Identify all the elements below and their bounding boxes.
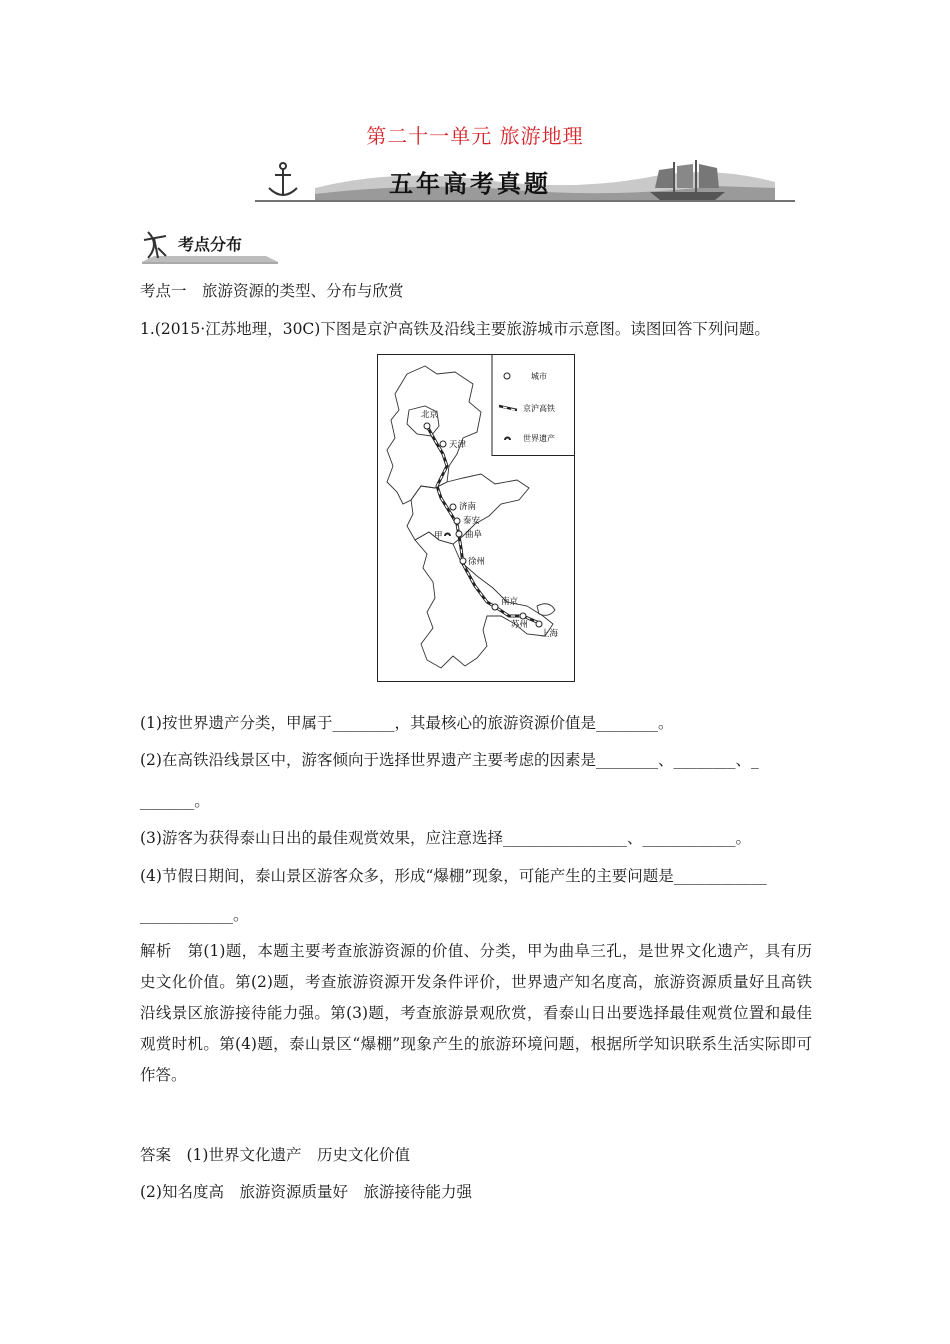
city-label: 泰安 xyxy=(463,516,481,526)
anchor-icon xyxy=(269,163,297,196)
city-label: 甲 xyxy=(434,531,443,541)
city-marker xyxy=(440,441,446,447)
legend-city-icon xyxy=(504,373,510,379)
city-marker xyxy=(424,423,430,429)
city-marker xyxy=(460,558,466,564)
answer-line-1: 答案 (1)世界文化遗产 历史文化价值 xyxy=(140,1146,410,1164)
city-marker xyxy=(492,604,498,610)
banner-title: 五年高考真题 xyxy=(389,170,551,198)
city-label: 南京 xyxy=(501,597,519,607)
sub-question-3: (3)游客为获得泰山日出的最佳观赏效果，应注意选择________________、____________。 xyxy=(140,829,751,847)
legend-heritage-label: 世界遗产 xyxy=(523,434,555,443)
city-marker xyxy=(520,613,526,619)
answer-line-2: (2)知名度高 旅游资源质量好 旅游接待能力强 xyxy=(140,1183,472,1201)
legend-railway-label: 京沪高铁 xyxy=(523,404,555,413)
city-marker xyxy=(454,518,460,524)
ship-icon xyxy=(650,160,725,200)
city-label: 北京 xyxy=(421,410,439,420)
city-label: 徐州 xyxy=(468,557,486,567)
sub-question-2-line-2: _______。 xyxy=(140,792,210,810)
question-stem: 1.(2015·江苏地理，30C)下图是京沪高铁及沿线主要旅游城市示意图。读图回答下列问题。 xyxy=(140,320,770,338)
sub-question-2-line-1: (2)在高铁沿线景区中，游客倾向于选择世界遗产主要考虑的因素是________、________、_ xyxy=(140,751,759,769)
city-label: 天津 xyxy=(449,440,467,450)
city-marker xyxy=(456,531,462,537)
railway-map xyxy=(377,354,575,682)
city-label: 曲阜 xyxy=(465,530,483,540)
city-label: 苏州 xyxy=(511,620,529,630)
topic-heading: 考点一 旅游资源的类型、分布与欣赏 xyxy=(140,282,404,300)
archer-icon xyxy=(144,232,166,258)
section-title: 考点分布 xyxy=(178,235,243,254)
sub-question-1: (1)按世界遗产分类，甲属于________，其最核心的旅游资源价值是________。 xyxy=(140,714,674,732)
analysis-paragraph: 解析 第(1)题，本题主要考查旅游资源的价值、分类，甲为曲阜三孔，是世界文化遗产，具有历史文化价值。第(2)题，考查旅游资源开发条件评价，世界遗产知名度高，旅游资源质量好且高铁沿线景区旅游接待能力强。第(3)题，考查旅游景观欣赏，看泰山日出要选择最佳观赏位置和最佳观赏时机。第(4)题，泰山景区“爆棚”现象产生的旅游环境问题，根据所学知识联系生活实际即可作答。 xyxy=(140,942,812,1084)
sub-question-4-line-1: (4)节假日期间，泰山景区游客众多，形成“爆棚”现象，可能产生的主要问题是____________ xyxy=(140,867,767,885)
legend-city-label: 城市 xyxy=(531,372,547,381)
sub-question-4-line-2: ____________。 xyxy=(140,906,249,924)
city-label: 济南 xyxy=(459,502,477,512)
city-marker xyxy=(450,504,456,510)
unit-title: 第二十一单元 旅游地理 xyxy=(366,124,584,148)
city-marker xyxy=(536,621,542,627)
city-label: 上海 xyxy=(541,629,559,639)
